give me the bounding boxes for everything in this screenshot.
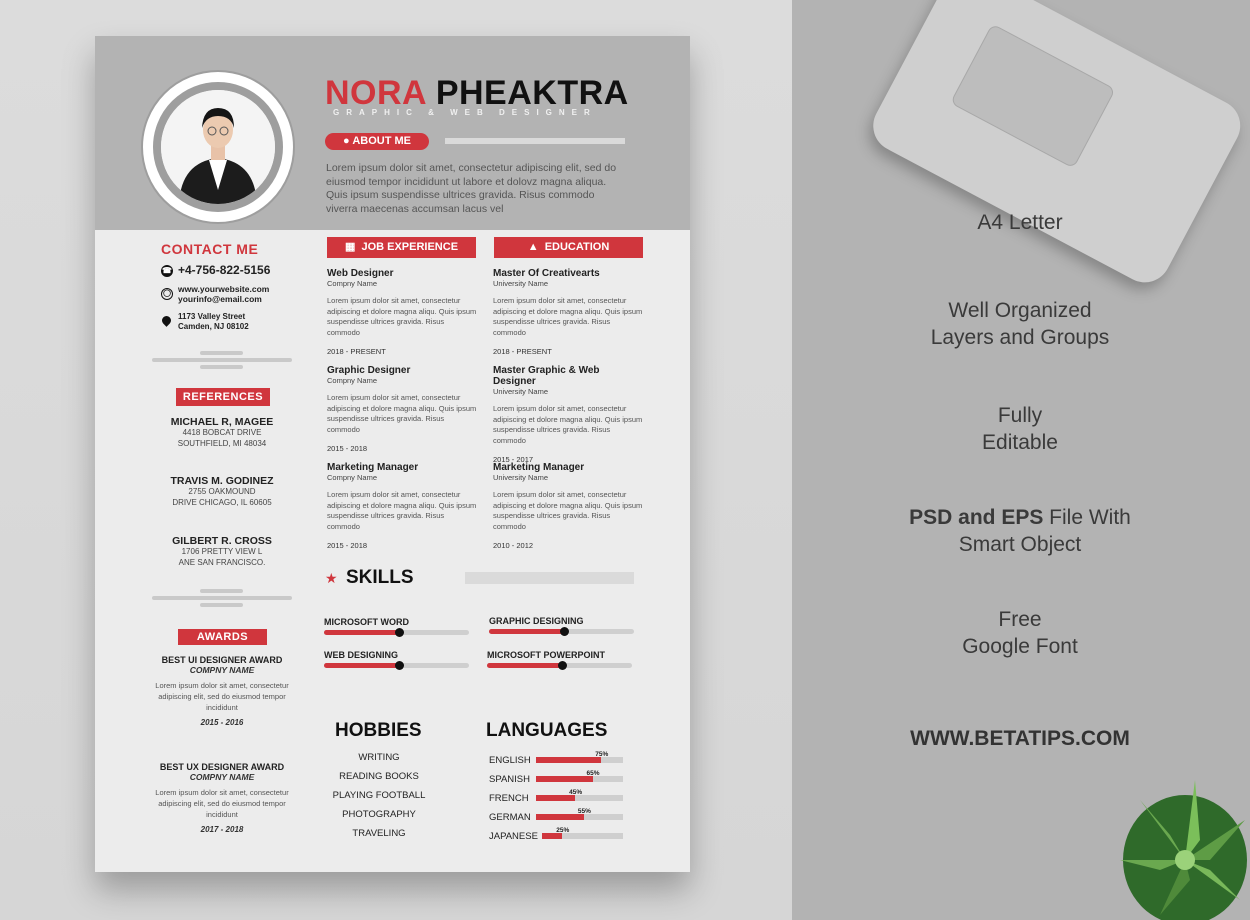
skills-divider [465,572,634,584]
award-company: COMPNY NAME [189,772,255,782]
language-label: GERMAN [489,812,531,823]
feature-psd-eps-line2: Smart Object [958,533,1082,556]
skill-track [487,663,632,668]
person-illustration [161,90,275,204]
skill-label: MICROSOFT WORD [324,617,409,627]
feature-psd-eps-bold: PSD and EPS [909,506,1044,529]
skill-label: MICROSOFT POWERPOINT [487,650,605,660]
language-percent: 65% [586,770,600,777]
skill-item [324,650,469,668]
reference-name: GILBERT R. CROSS [172,535,272,547]
reference-item [157,535,287,568]
feature-editable-line2: Editable [982,431,1058,454]
divider-short [200,351,243,355]
experience-company: Compny Name [327,279,378,288]
feature-font-line1: Free [998,608,1042,631]
experience-description: Lorem ipsum dolor sit amet, consectetur adipiscing et dolore magna aliqu. Quis ipsum suspendisse ultrices gravida. Risus commodo [327,296,477,337]
feature-layers [830,297,1210,351]
reference-item [157,416,287,449]
education-description: Lorem ipsum dolor sit amet, consectetur adipiscing et dolore magna aliqu. Quis ipsum suspendisse ultrices gravida. Risus commodo [493,490,643,531]
divider-long [152,358,292,362]
skill-item [489,616,634,634]
language-item [489,771,629,785]
experience-years: 2015 - 2018 [327,444,368,453]
award-years: 2015 - 2016 [200,718,244,727]
hobby-item: READING BOOKS [339,771,419,782]
reference-item [157,475,287,508]
last-name: PHEAKTRA [435,74,629,112]
address-line2: Camden, NJ 08102 [178,322,249,331]
experience-role: Web Designer [327,268,394,279]
reference-address1: 2755 OAKMOUND [188,487,256,496]
education-years: 2015 - 2017 [493,455,534,464]
language-percent: 25% [556,827,570,834]
language-track [542,827,623,839]
education-years: 2018 - PRESENT [493,347,552,356]
hobbies-title: HOBBIES [335,720,422,741]
experience-role: Graphic Designer [327,365,411,376]
education-university: University Name [493,387,549,396]
feature-a4 [830,209,1210,236]
education-description: Lorem ipsum dolor sit amet, consectetur adipiscing et dolore magna aliqu. Quis ipsum suspendisse ultrices gravida. Risus commodo [493,296,643,337]
skill-track [324,630,469,635]
award-description: Lorem ipsum dolor sit amet, consectetur adipiscing elit, sed do eiusmod tempor incididunt [155,788,289,819]
experience-description: Lorem ipsum dolor sit amet, consectetur adipiscing et dolore magna aliqu. Quis ipsum suspendisse ultrices gravida. Risus commodo [327,490,477,531]
language-fill [536,757,601,763]
award-company: COMPNY NAME [189,665,255,675]
divider-long [152,596,292,600]
awards-title: AWARDS [178,629,267,645]
about-me-label [325,133,429,150]
education-years: 2010 - 2012 [493,541,534,550]
language-track [536,808,623,820]
skill-knob [558,661,567,670]
reference-name: TRAVIS M. GODINEZ [170,475,274,487]
globe-icon: ◯ [161,288,173,300]
contact-title: CONTACT ME [161,241,259,257]
skills-title: SKILLS [346,567,414,588]
laptop-trackpad [950,23,1116,168]
skill-knob [395,661,404,670]
award-title: BEST UI DESIGNER AWARD [161,655,283,665]
language-percent: 45% [569,789,583,796]
website-link[interactable] [830,725,1210,752]
language-label: FRENCH [489,793,529,804]
first-name: NORA [325,74,426,112]
award-years: 2017 - 2018 [200,825,244,834]
feature-a4-text: A4 Letter [977,211,1063,234]
plant-image [1100,740,1250,920]
divider-short [200,365,243,369]
skills-icon: ★ [325,570,338,586]
website-text: WWW.BETATIPS.COM [910,727,1130,750]
experience-company: Compny Name [327,376,378,385]
experience-item [327,268,477,356]
language-item [489,828,629,842]
profile-photo-frame [141,70,295,224]
hobby-item: TRAVELING [352,828,406,839]
about-divider [445,138,625,144]
language-label: ENGLISH [489,755,531,766]
reference-address1: 1706 PRETTY VIEW L [181,547,263,556]
education-description: Lorem ipsum dolor sit amet, consectetur adipiscing et dolore magna aliqu. Quis ipsum suspendisse ultrices gravida. Risus commodo [493,404,643,445]
experience-item [327,365,477,453]
experience-item [327,462,477,550]
language-track [536,751,623,763]
reference-address2: ANE SAN FRANCISCO. [178,557,266,567]
reference-name: MICHAEL R, MAGEE [170,416,274,428]
language-item [489,809,629,823]
language-fill [536,814,584,820]
experience-years: 2015 - 2018 [327,541,368,550]
email-address: yourinfo@email.com [178,294,262,304]
education-university: University Name [493,473,549,482]
feature-psd-eps [830,504,1210,558]
phone-icon: ☎ [162,266,172,275]
hobby-item: PLAYING FOOTBALL [332,790,426,801]
education-title: EDUCATION [544,241,610,253]
award-item [147,655,297,727]
feature-font [830,606,1210,660]
skill-track [489,629,634,634]
resume-page [95,36,690,872]
languages-title: LANGUAGES [486,720,608,741]
skill-item [487,650,632,668]
feature-psd-eps-rest: File With [1043,506,1131,529]
graduation-cap-icon: ▲ [527,241,545,253]
divider-short [200,589,243,593]
language-item [489,790,629,804]
skill-label: WEB DESIGNING [324,650,399,660]
skill-track [324,663,469,668]
address-line1: 1173 Valley Street [178,312,246,321]
feature-font-line2: Google Font [962,635,1078,658]
language-item [489,752,629,766]
skill-fill [324,663,399,668]
feature-editable [830,402,1210,456]
language-track [536,770,623,782]
experience-role: Marketing Manager [327,462,419,473]
about-description: Lorem ipsum dolor sit amet, consectetur adipiscing elit, sed do eiusmod tempor incididunt ut labore et dolovz magna aliqua. Quis ipsum suspendisse ultrices gravida. Risus commodo viverra maecenas accumsan lacus vel [326,162,617,215]
feature-layers-line2: Layers and Groups [930,326,1110,349]
skill-fill [489,629,564,634]
language-percent: 75% [595,751,609,758]
experience-company: Compny Name [327,473,378,482]
education-item [493,365,643,464]
skill-label: GRAPHIC DESIGNING [489,616,584,626]
education-item [493,268,643,356]
language-fill [536,776,593,782]
briefcase-icon: ▦ [344,241,362,253]
divider-short [200,603,243,607]
language-track [536,789,623,801]
reference-address2: DRIVE CHICAGO, IL 60605 [172,497,272,507]
language-percent: 55% [577,808,591,815]
award-item [147,762,297,834]
hobby-item: PHOTOGRAPHY [342,809,416,820]
experience-description: Lorem ipsum dolor sit amet, consectetur adipiscing et dolore magna aliqu. Quis ipsum suspendisse ultrices gravida. Risus commodo [327,393,477,434]
skill-fill [324,630,399,635]
profile-photo [153,82,283,212]
education-header [494,237,643,258]
education-university: University Name [493,279,549,288]
reference-address2: SOUTHFIELD, MI 48034 [177,438,267,448]
education-degree: Master Of Creativearts [493,268,600,279]
skill-knob [560,627,569,636]
skill-item [324,617,469,635]
about-me-text: ABOUT ME [352,135,411,147]
feature-editable-line1: Fully [997,404,1043,427]
website-address: www.yourwebsite.com [178,284,270,294]
skill-knob [395,628,404,637]
hobby-item: WRITING [358,752,400,763]
education-item [493,462,643,550]
job-experience-title: JOB EXPERIENCE [361,241,459,253]
reference-address1: 4418 BOBCAT DRIVE [182,428,262,437]
education-degree: Marketing Manager [493,462,585,473]
award-title: BEST UX DESIGNER AWARD [159,762,285,772]
phone-text: +4-756-822-5156 [178,263,271,277]
skill-fill [487,663,562,668]
award-description: Lorem ipsum dolor sit amet, consectetur adipiscing elit, sed do eiusmod tempor incididunt [155,681,289,712]
job-title: GRAPHIC & WEB DESIGNER [333,108,597,117]
experience-years: 2018 - PRESENT [327,347,386,356]
job-experience-header [327,237,476,258]
feature-layers-line1: Well Organized [948,299,1092,322]
education-degree: Master Graphic & Web Designer [493,365,600,387]
language-label: SPANISH [489,774,531,785]
user-icon: ● [343,135,353,147]
location-pin-icon [160,314,173,327]
language-label: JAPANESE [489,831,538,842]
references-title: REFERENCES [176,388,270,406]
